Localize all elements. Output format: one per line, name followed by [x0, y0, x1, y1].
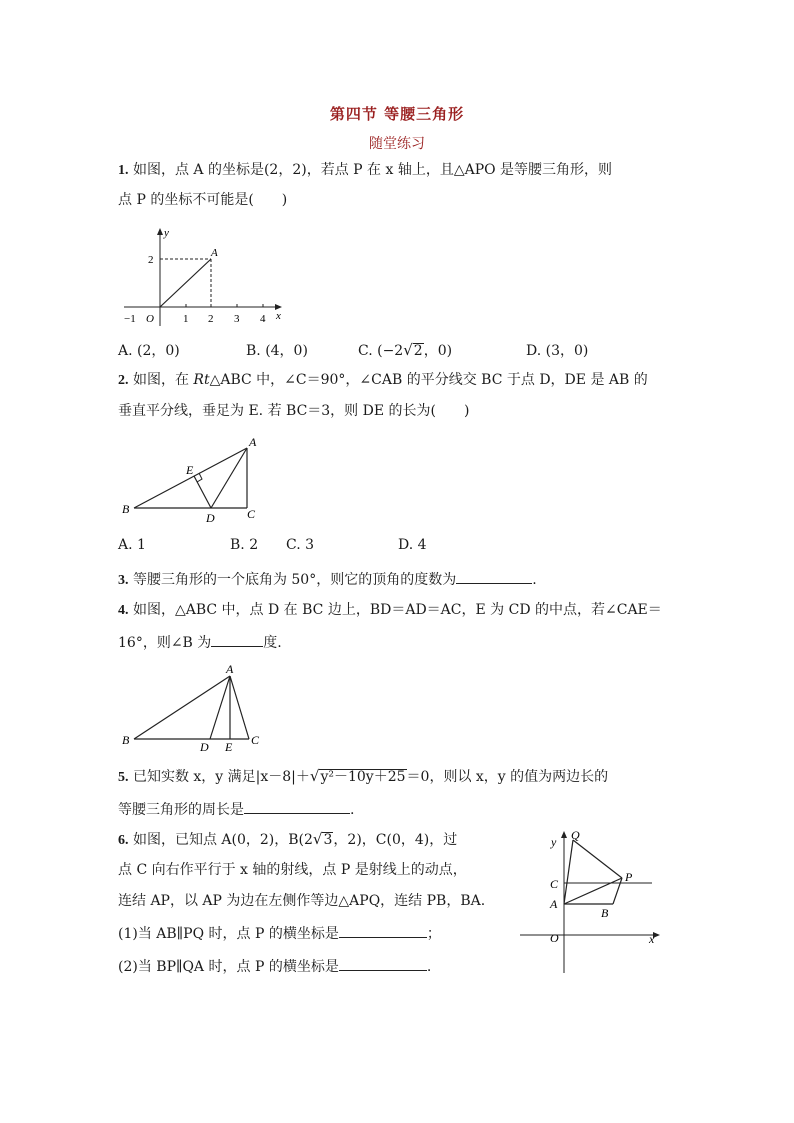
- q4-label-d: D: [200, 740, 209, 754]
- q1-x-tick-neg1: −1: [124, 313, 136, 325]
- q4-text-line2-a: 16°，则∠B 为: [118, 635, 212, 651]
- q4-side-ac: [230, 676, 249, 739]
- q4-line1: [118, 600, 662, 621]
- q2-option-d[interactable]: D. 4: [398, 537, 427, 553]
- q6-label-c: C: [550, 877, 559, 891]
- q6-label-p: P: [625, 870, 633, 884]
- q1-option-c-prefix: C. (−2: [358, 343, 404, 359]
- q6-radicand: 3: [323, 832, 333, 848]
- q6-label-q: Q: [571, 828, 580, 842]
- q3-text: 等腰三角形的一个底角为 50°，则它的顶角的度数为: [132, 572, 457, 588]
- section-title: 第四节 等腰三角形: [329, 105, 465, 123]
- q4-label-b: B: [122, 733, 130, 747]
- q5-radicand: y²－10y＋25: [320, 769, 406, 785]
- q6-number: 6.: [118, 833, 129, 848]
- q3-number: 3.: [118, 573, 129, 588]
- q4-figure: [118, 660, 268, 754]
- q1-option-b[interactable]: B. (4，0): [246, 343, 308, 359]
- q1-option-a[interactable]: A. (2，0): [118, 343, 180, 359]
- q1-y-arrow: [157, 228, 163, 235]
- q6-label-y: y: [551, 835, 557, 849]
- q2-figure: [118, 432, 268, 528]
- q6-segment-pq: [573, 840, 622, 878]
- q4-answer-blank[interactable]: [211, 631, 263, 647]
- q1-x-tick-1: 1: [183, 313, 189, 325]
- q6-figure: [515, 825, 665, 975]
- q1-line2: [118, 190, 287, 210]
- q5-line2: [118, 798, 354, 820]
- q4-text-line2-b: 度.: [263, 635, 282, 651]
- q6-sub2-text: (2)当 BP∥QA 时，点 P 的横坐标是: [118, 959, 339, 975]
- q3-line: [118, 568, 537, 591]
- section-subtitle: 随堂练习: [369, 136, 425, 152]
- q6-text-line3: 连结 AP，以 AP 为边在左侧作等边△APQ，连结 PB，BA.: [118, 893, 486, 909]
- q6-line1: [118, 829, 457, 851]
- q2-text-line1-a: 如图，在: [132, 372, 194, 388]
- q6-segment-qa: [564, 840, 573, 904]
- q2-text-line1-b: △ABC 中，∠C＝90°，∠CAB 的平分线交 BC 于点 D，DE 是 AB 的: [209, 372, 648, 388]
- q3-end: .: [532, 572, 537, 588]
- q2-option-b[interactable]: B. 2: [230, 537, 259, 553]
- q6-y-arrow: [561, 831, 567, 838]
- q1-origin-label: O: [146, 313, 154, 325]
- q1-figure: [118, 222, 288, 330]
- q4-line2: [118, 631, 282, 653]
- q6-line2: [118, 860, 467, 880]
- q1-x-label: x: [276, 310, 281, 322]
- q5-sqrt-sign: √: [309, 767, 320, 785]
- q1-y-label: y: [164, 227, 169, 239]
- q1-text-line1: 如图，点 A 的坐标是(2，2)，若点 P 在 x 轴上，且△APO 是等腰三角形，则: [132, 162, 613, 178]
- q6-label-b: B: [601, 906, 609, 920]
- q6-sub1: [118, 922, 441, 944]
- q6-text-line2: 点 C 向右作平行于 x 轴的射线，点 P 是射线上的动点，: [118, 862, 467, 878]
- q6-sub2: [118, 955, 431, 977]
- q2-options: [118, 537, 718, 557]
- q6-label-o: O: [550, 931, 559, 945]
- q5-text-line1-b: ＝0，则以 x，y 的值为两边长的: [406, 769, 609, 785]
- q6-line3: [118, 891, 485, 911]
- q1-x-tick-3: 3: [234, 313, 240, 325]
- q1-option-c-radicand: 2: [413, 343, 423, 359]
- q4-side-ab: [134, 676, 230, 739]
- q1-option-c-suffix: ，0): [423, 343, 453, 359]
- q5-text-line1-a: 已知实数 x，y 满足|x－8|＋: [132, 769, 310, 785]
- q6-label-a: A: [550, 897, 558, 911]
- q1-x-tick-4: 4: [260, 313, 266, 325]
- q2-label-b: B: [122, 502, 130, 516]
- q1-point-a-label: A: [211, 247, 218, 259]
- q1-options: [118, 340, 718, 360]
- q6-sub1-end: ；: [426, 926, 441, 942]
- q2-option-a[interactable]: A. 1: [118, 537, 146, 553]
- q2-label-c: C: [247, 507, 256, 521]
- q2-label-d: D: [206, 511, 215, 525]
- q4-number: 4.: [118, 603, 129, 618]
- q2-segment-de: [194, 476, 211, 508]
- q2-text-rt: Rt: [193, 372, 210, 388]
- q4-text-line1: 如图，△ABC 中，点 D 在 BC 边上，BD＝AD＝AC，E 为 CD 的中点，若∠CAE＝: [132, 602, 662, 618]
- q1-x-tick-2: 2: [208, 313, 214, 325]
- q6-segment-ap: [564, 878, 622, 904]
- q1-line1: [118, 160, 612, 181]
- q1-number: 1.: [118, 163, 129, 178]
- q5-line1: [118, 766, 608, 788]
- q1-segment-oa: [160, 259, 211, 307]
- q2-side-ab: [134, 448, 247, 508]
- q5-end: .: [350, 802, 355, 818]
- q1-y-tick-2: 2: [148, 254, 154, 266]
- q6-sqrt-sign: √: [312, 830, 323, 848]
- q1-option-c[interactable]: [358, 340, 452, 360]
- q4-segment-ad: [210, 676, 230, 739]
- q2-label-a: A: [249, 435, 257, 449]
- q2-label-e: E: [186, 463, 194, 477]
- q6-text-line1-a: 如图，已知点 A(0，2)，B(2: [132, 832, 313, 848]
- q4-label-a: A: [226, 662, 234, 676]
- q6-sub1-text: (1)当 AB∥PQ 时，点 P 的横坐标是: [118, 926, 339, 942]
- q2-text-line2: 垂直平分线，垂足为 E. 若 BC＝3，则 DE 的长为( ): [118, 403, 470, 419]
- q6-sub2-answer-blank[interactable]: [339, 955, 427, 971]
- q2-line1: [118, 370, 648, 391]
- q4-label-e: E: [225, 740, 233, 754]
- q6-text-line1-b: ，2)，C(0，4)，过: [333, 832, 458, 848]
- q5-number: 5.: [118, 770, 129, 785]
- q2-line2: [118, 401, 469, 421]
- q3-answer-blank[interactable]: [456, 568, 532, 584]
- q4-label-c: C: [251, 733, 260, 747]
- q5-answer-blank[interactable]: [244, 798, 350, 814]
- q2-option-c[interactable]: C. 3: [286, 537, 315, 553]
- q6-sub1-answer-blank[interactable]: [339, 922, 427, 938]
- q6-sub2-end: .: [426, 959, 432, 975]
- q5-text-line2: 等腰三角形的周长是: [118, 802, 244, 818]
- q1-option-c-sqrt-sign: √: [403, 341, 413, 359]
- q1-option-d[interactable]: D. (3，0): [526, 343, 589, 359]
- q1-text-line2: 点 P 的坐标不可能是( ): [118, 192, 288, 208]
- q2-number: 2.: [118, 373, 129, 388]
- q6-label-x: x: [649, 932, 655, 946]
